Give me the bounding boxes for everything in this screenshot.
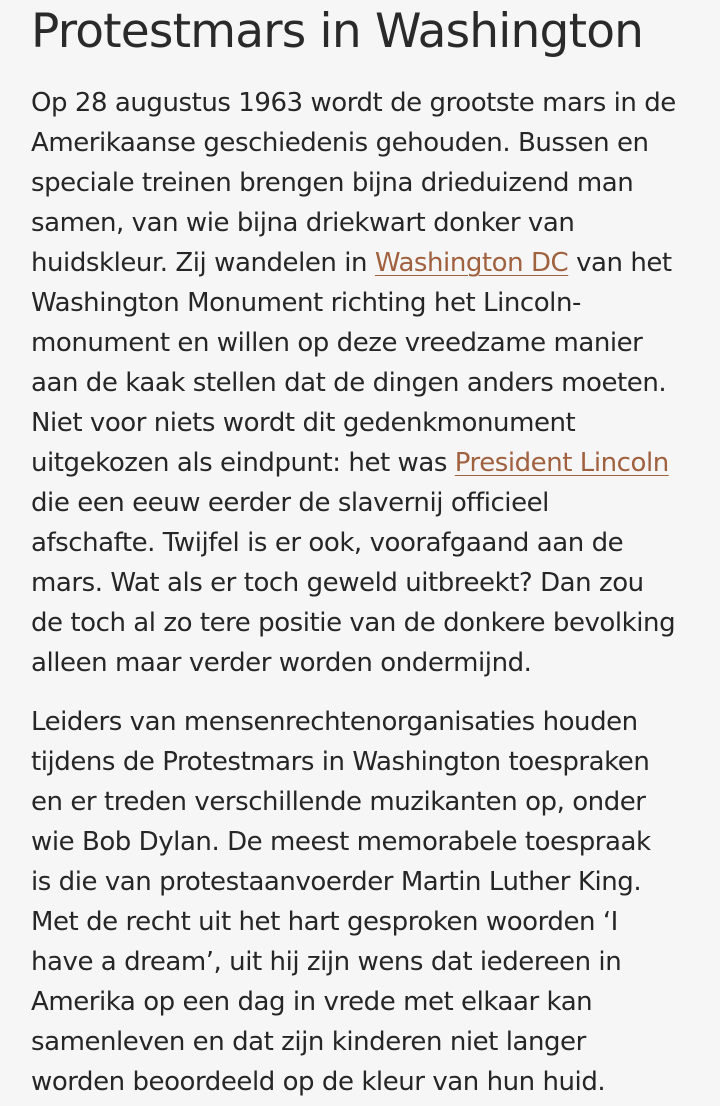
paragraph-line: worden beoordeeld op de kleur van hun huid. bbox=[31, 1067, 606, 1097]
paragraph-line: samenleven en dat zijn kinderen niet langer bbox=[31, 1027, 586, 1057]
paragraph-line: tijdens de Protestmars in Washington toespraken bbox=[31, 747, 650, 777]
paragraph-line: speciale treinen brengen bijna drieduizend man bbox=[31, 168, 634, 198]
article-title: Protestmars in Washington bbox=[31, 4, 644, 59]
paragraph-line: is die van protestaanvoerder Martin Luther King. bbox=[31, 867, 642, 897]
paragraph-line: wie Bob Dylan. De meest memorabele toespraak bbox=[31, 827, 651, 857]
paragraph-line: afschafte. Twijfel is er ook, voorafgaand aan de bbox=[31, 528, 624, 558]
line-text: huidskleur. Zij wandelen in bbox=[31, 248, 375, 278]
link-president-lincoln[interactable]: President Lincoln bbox=[454, 448, 669, 478]
paragraph-line: mars. Wat als er toch geweld uitbreekt? Dan zou bbox=[31, 568, 644, 598]
paragraph-line: en er treden verschillende muzikanten op, onder bbox=[31, 787, 646, 817]
paragraph-line: Op 28 augustus 1963 wordt de grootste mars in de bbox=[31, 88, 676, 118]
paragraph-line: Amerika op een dag in vrede met elkaar kan bbox=[31, 987, 593, 1017]
article bbox=[31, 0, 701, 1102]
paragraph-line bbox=[31, 443, 701, 483]
paragraph-line: have a dream’, uit hij zijn wens dat iedereen in bbox=[31, 947, 622, 977]
paragraph-line bbox=[31, 243, 701, 283]
paragraph-line: Met de recht uit het hart gesproken woorden ‘I bbox=[31, 907, 618, 937]
link-washington-dc[interactable]: Washington DC bbox=[374, 248, 569, 278]
paragraph-line: monument en willen op deze vreedzame manier bbox=[31, 328, 643, 358]
paragraph-line: Niet voor niets wordt dit gedenkmonument bbox=[31, 408, 576, 438]
paragraph-line: Washington Monument richting het Lincoln- bbox=[31, 288, 581, 318]
paragraph-line: de toch al zo tere positie van de donkere bevolking bbox=[31, 608, 676, 638]
paragraph-line: Leiders van mensenrechtenorganisaties houden bbox=[31, 707, 638, 737]
line-text: uitgekozen als eindpunt: het was bbox=[31, 448, 455, 478]
paragraph-line: aan de kaak stellen dat de dingen anders moeten. bbox=[31, 368, 667, 398]
article-paragraph-2 bbox=[31, 702, 701, 1102]
paragraph-line: Amerikaanse geschiedenis gehouden. Bussen en bbox=[31, 128, 649, 158]
paragraph-line: samen, van wie bijna driekwart donker van bbox=[31, 208, 575, 238]
paragraph-line: alleen maar verder worden ondermijnd. bbox=[31, 648, 532, 678]
article-paragraph-1 bbox=[31, 83, 701, 683]
line-text: van het bbox=[568, 248, 672, 278]
paragraph-line: die een eeuw eerder de slavernij officieel bbox=[31, 488, 549, 518]
